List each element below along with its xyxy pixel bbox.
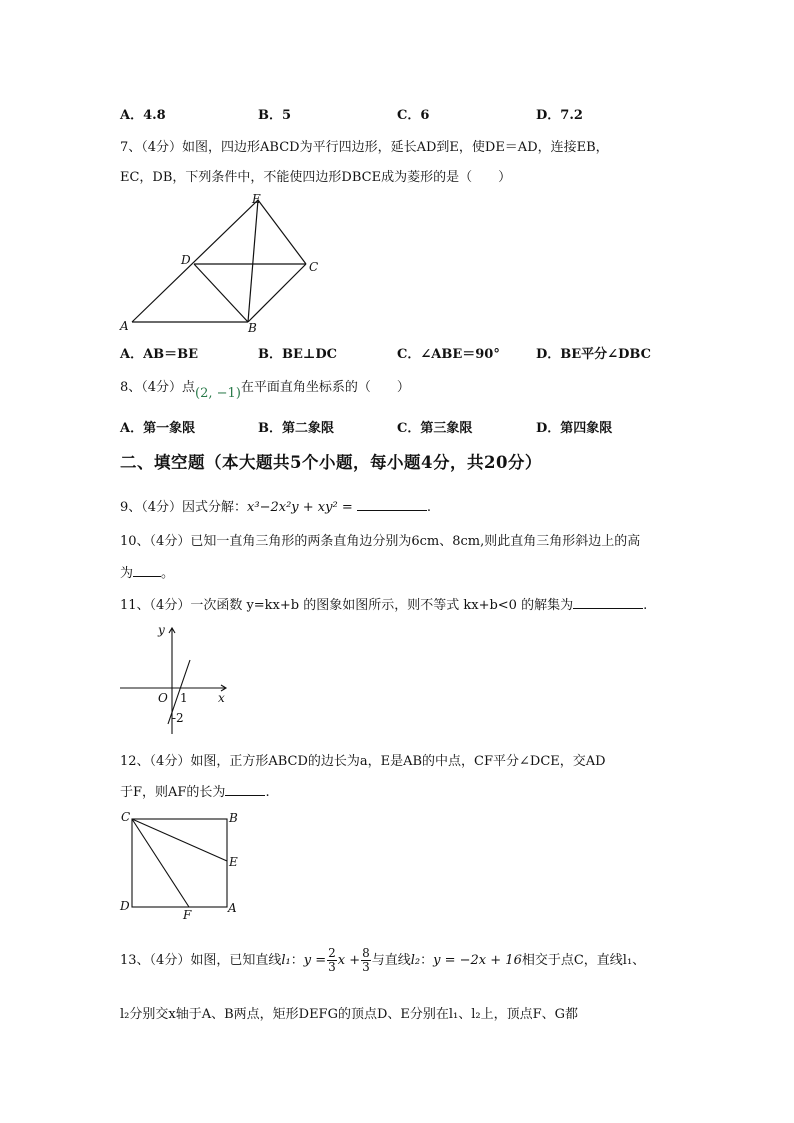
- q13-stem-line2: l₂分别交x轴于A、B两点，矩形DEFG的顶点D、E分别在l₁、l₂上，顶点F、G都: [120, 1007, 579, 1022]
- label-a: A: [228, 901, 237, 915]
- q13-eq1-mid: x +: [337, 953, 361, 968]
- label-origin: O: [158, 691, 168, 705]
- q13-prefix: 13、（4分）如图，已知直线: [120, 953, 282, 968]
- q13-colon1: ：: [290, 953, 304, 968]
- q11-text: 11、（4分）一次函数 y=kx+b 的图象如图所示，则不等式 kx+b<0 的解集为: [120, 598, 574, 613]
- q13-stem-line1: [120, 943, 645, 979]
- q7-option-c: C．∠ABE＝90°: [397, 347, 500, 362]
- label-x: x: [218, 691, 225, 705]
- q13-fraction-8-3: [361, 947, 371, 974]
- q6-option-d: D．7.2: [536, 108, 583, 123]
- label-d: D: [120, 899, 130, 913]
- square-abcd: [132, 819, 227, 907]
- q12-stem-line1: 12、（4分）如图，正方形ABCD的边长为a，E是AB的中点，CF平分∠DCE，交AD: [120, 754, 606, 769]
- q10-line2-prefix: 为: [120, 566, 134, 581]
- q13-mid: 与直线: [371, 953, 411, 968]
- q13-l1: l₁: [281, 953, 291, 968]
- q8-prefix: 8、（4分）点: [120, 380, 196, 395]
- q12-line2-end: .: [265, 785, 270, 800]
- q8-point: (2, −1): [195, 386, 241, 401]
- q7-stem-line1: 7、（4分）如图，四边形ABCD为平行四边形，延长AD到E，使DE＝AD，连接EB，: [120, 140, 609, 155]
- label-d: D: [181, 253, 191, 267]
- q13-fraction-2-3: [327, 947, 337, 974]
- label-a: A: [120, 319, 129, 333]
- q8-option-b: B．第二象限: [258, 421, 334, 436]
- q7-option-a: A．AB＝BE: [120, 347, 199, 362]
- q13-colon2: ：: [420, 953, 434, 968]
- q13-after: 相交于点C，直线l₁、: [521, 953, 646, 968]
- label-tick-neg2: -2: [172, 711, 184, 725]
- label-b: B: [229, 811, 238, 825]
- q13-frac2-den: 3: [362, 960, 370, 974]
- q9-text: 9、（4分）因式分解：: [120, 500, 248, 515]
- q7-stem-line2: EC，DB，下列条件中，不能使四边形DBCE成为菱形的是（ ）: [120, 170, 512, 185]
- q11-end: .: [643, 598, 648, 613]
- q8-suffix: 在平面直角坐标系的（ ）: [240, 380, 410, 395]
- q13-eq2: y = −2x + 16: [433, 953, 522, 968]
- label-f: F: [183, 908, 192, 922]
- q9-expression: x³−2x²y + xy² =: [247, 500, 353, 515]
- q12-line2-prefix: 于F，则AF的长为: [120, 785, 226, 800]
- q6-option-c: C．6: [397, 108, 430, 123]
- q7-option-b: B．BE⊥DC: [258, 347, 337, 362]
- q13-l2: l₂: [410, 953, 421, 968]
- label-c: C: [309, 260, 319, 274]
- q13-eq1-y: y =: [303, 953, 327, 968]
- q6-option-a: A．4.8: [120, 108, 166, 123]
- q10-stem-line1: 10、（4分）已知一直角三角形的两条直角边分别为6cm、8cm,则此直角三角形斜边上的高: [120, 534, 641, 549]
- label-y: y: [158, 623, 165, 637]
- label-c: C: [121, 810, 131, 824]
- label-tick-1: 1: [180, 691, 188, 705]
- q8-option-a: A．第一象限: [120, 421, 196, 436]
- q13-frac1-num: 2: [328, 946, 336, 960]
- q10-line2-end: 。: [161, 566, 175, 581]
- label-e: E: [229, 855, 238, 869]
- label-e: E: [252, 192, 261, 206]
- q9-end: .: [426, 500, 431, 515]
- q13-frac2-num: 8: [362, 946, 370, 960]
- q8-option-d: D．第四象限: [536, 421, 613, 436]
- q13-frac1-den: 3: [328, 960, 336, 974]
- q8-option-c: C．第三象限: [397, 421, 473, 436]
- section-2-title: 二、填空题（本大题共5个小题，每小题4分，共20分）: [120, 453, 542, 472]
- q7-option-d: D．BE平分∠DBC: [536, 347, 651, 362]
- q6-option-b: B．5: [258, 108, 292, 123]
- label-b: B: [248, 321, 257, 335]
